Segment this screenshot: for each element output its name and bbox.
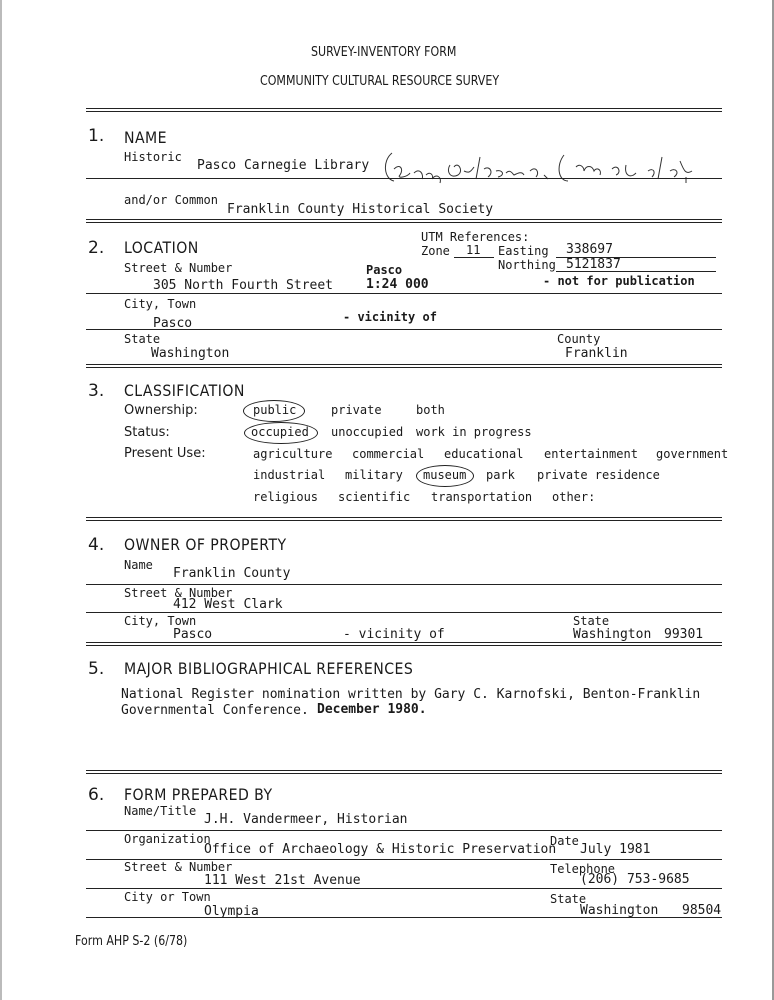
zone-value: 11 (466, 243, 481, 257)
section-number: 2. (88, 238, 105, 258)
divider (86, 108, 722, 112)
reference-line-2a: Governmental Conference. (121, 703, 309, 718)
owner-street-value: 412 West Clark (173, 597, 283, 612)
northing-label: Northing (498, 258, 556, 272)
common-name: Franklin County Historical Society (227, 202, 494, 217)
vicinity-of: - vicinity of (343, 310, 437, 324)
status-label: Status: (124, 425, 170, 440)
owner-name-label: Name (124, 558, 153, 572)
state-value: Washington (151, 346, 230, 361)
easting-value: 338697 (566, 242, 613, 257)
use-transportation: transportation (431, 490, 533, 504)
preparer-zip: 98504 (682, 903, 722, 918)
use-agriculture: agriculture (253, 447, 333, 461)
section-heading-name: NAME (124, 128, 167, 147)
owner-zip: 99301 (664, 627, 704, 642)
section-number: 4. (88, 535, 105, 555)
section-number: 5. (88, 659, 105, 679)
owner-state-value: Washington (573, 627, 652, 642)
owner-city-value: Pasco (173, 627, 213, 642)
use-scientific: scientific (338, 490, 411, 504)
status-unoccupied: unoccupied (331, 425, 404, 439)
quad-scale: 1:24 000 (366, 277, 429, 292)
county-label: County (557, 332, 601, 346)
date-value: July 1981 (580, 842, 651, 857)
owner-state-label: State (573, 614, 610, 628)
form-title: SURVEY-INVENTORY FORM (311, 45, 457, 60)
section-heading-owner: OWNER OF PROPERTY (124, 535, 287, 554)
easting-label: Easting (498, 244, 549, 258)
zone-line (454, 257, 494, 258)
use-park: park (486, 468, 515, 482)
preparer-street-value: 111 West 21st Avenue (204, 873, 361, 888)
divider (86, 517, 722, 521)
telephone-value: (206) 753-9685 (580, 872, 690, 887)
northing-value: 5121837 (566, 257, 621, 272)
preparer-name-label: Name/Title (124, 804, 197, 818)
section-number: 1. (88, 126, 105, 146)
street-label: Street & Number (124, 261, 233, 275)
organization-value: Office of Archaeology & Historic Preservation (204, 842, 557, 857)
status-work-in-progress: work in progress (416, 425, 532, 439)
divider (86, 364, 722, 368)
divider (86, 642, 722, 646)
preparer-street-label: Street & Number (124, 860, 233, 874)
section-heading-location: LOCATION (124, 238, 199, 257)
state-label: State (124, 332, 161, 346)
field-line (86, 329, 722, 330)
field-line (86, 917, 722, 918)
city-label: City, Town (124, 297, 197, 311)
common-label: and/or Common (124, 193, 218, 207)
reference-line-1: National Register nomination written by Gary C. Karnofski, Benton-Franklin (121, 687, 701, 702)
reference-line-2b: December 1980. (317, 702, 427, 717)
section-number: 3. (88, 381, 105, 401)
use-commercial: commercial (352, 447, 425, 461)
owner-name-value: Franklin County (173, 566, 291, 581)
section-heading-prepared-by: FORM PREPARED BY (124, 785, 273, 804)
ownership-label: Ownership: (124, 403, 198, 418)
owner-street-label: Street & Number (124, 586, 233, 600)
zone-label: Zone (421, 244, 450, 258)
field-line (86, 293, 722, 294)
field-line (86, 888, 722, 889)
scan-left-edge (0, 0, 2, 1000)
use-government: government (656, 447, 729, 461)
use-entertainment: entertainment (544, 447, 638, 461)
status-occupied: occupied (251, 425, 309, 439)
present-use-label: Present Use: (124, 446, 206, 461)
form-id: Form AHP S-2 (6/78) (75, 934, 188, 949)
handwritten-annotation (380, 147, 725, 189)
date-label: Date (550, 834, 579, 848)
field-line (86, 178, 722, 179)
preparer-city-label: City or Town (124, 890, 211, 904)
use-religious: religious (253, 490, 319, 504)
historic-name: Pasco Carnegie Library (197, 158, 370, 173)
owner-city-label: City, Town (124, 614, 197, 628)
telephone-label: Telephone (550, 862, 616, 876)
use-museum: museum (423, 468, 467, 482)
use-other: other: (552, 490, 596, 504)
not-for-publication: - not for publication (543, 274, 695, 288)
use-private-residence: private residence (537, 468, 660, 482)
quad-name: Pasco (366, 263, 403, 277)
divider (86, 770, 722, 774)
preparer-city-value: Olympia (204, 904, 259, 919)
utm-label: UTM References: (421, 230, 530, 244)
section-heading-references: MAJOR BIBLIOGRAPHICAL REFERENCES (124, 659, 414, 678)
northing-line (556, 271, 716, 272)
street-value: 305 North Fourth Street (153, 278, 334, 293)
form-subtitle: COMMUNITY CULTURAL RESOURCE SURVEY (260, 74, 500, 89)
section-number: 6. (88, 785, 105, 805)
divider (86, 219, 722, 223)
ownership-both: both (416, 403, 445, 417)
preparer-name-value: J.H. Vandermeer, Historian (204, 812, 408, 827)
use-military: military (345, 468, 403, 482)
preparer-state-value: Washington (580, 903, 659, 918)
ownership-public: public (253, 403, 297, 417)
use-industrial: industrial (253, 468, 326, 482)
preparer-state-label: State (550, 892, 587, 906)
section-heading-classification: CLASSIFICATION (124, 381, 245, 400)
field-line (86, 584, 722, 585)
field-line (86, 612, 722, 613)
county-value: Franklin (565, 346, 628, 361)
ownership-private: private (331, 403, 382, 417)
owner-vicinity: - vicinity of (343, 627, 445, 642)
city-value: Pasco (153, 316, 193, 331)
organization-label: Organization (124, 832, 211, 846)
use-educational: educational (444, 447, 524, 461)
historic-label: Historic (124, 150, 182, 164)
field-line (86, 830, 722, 831)
